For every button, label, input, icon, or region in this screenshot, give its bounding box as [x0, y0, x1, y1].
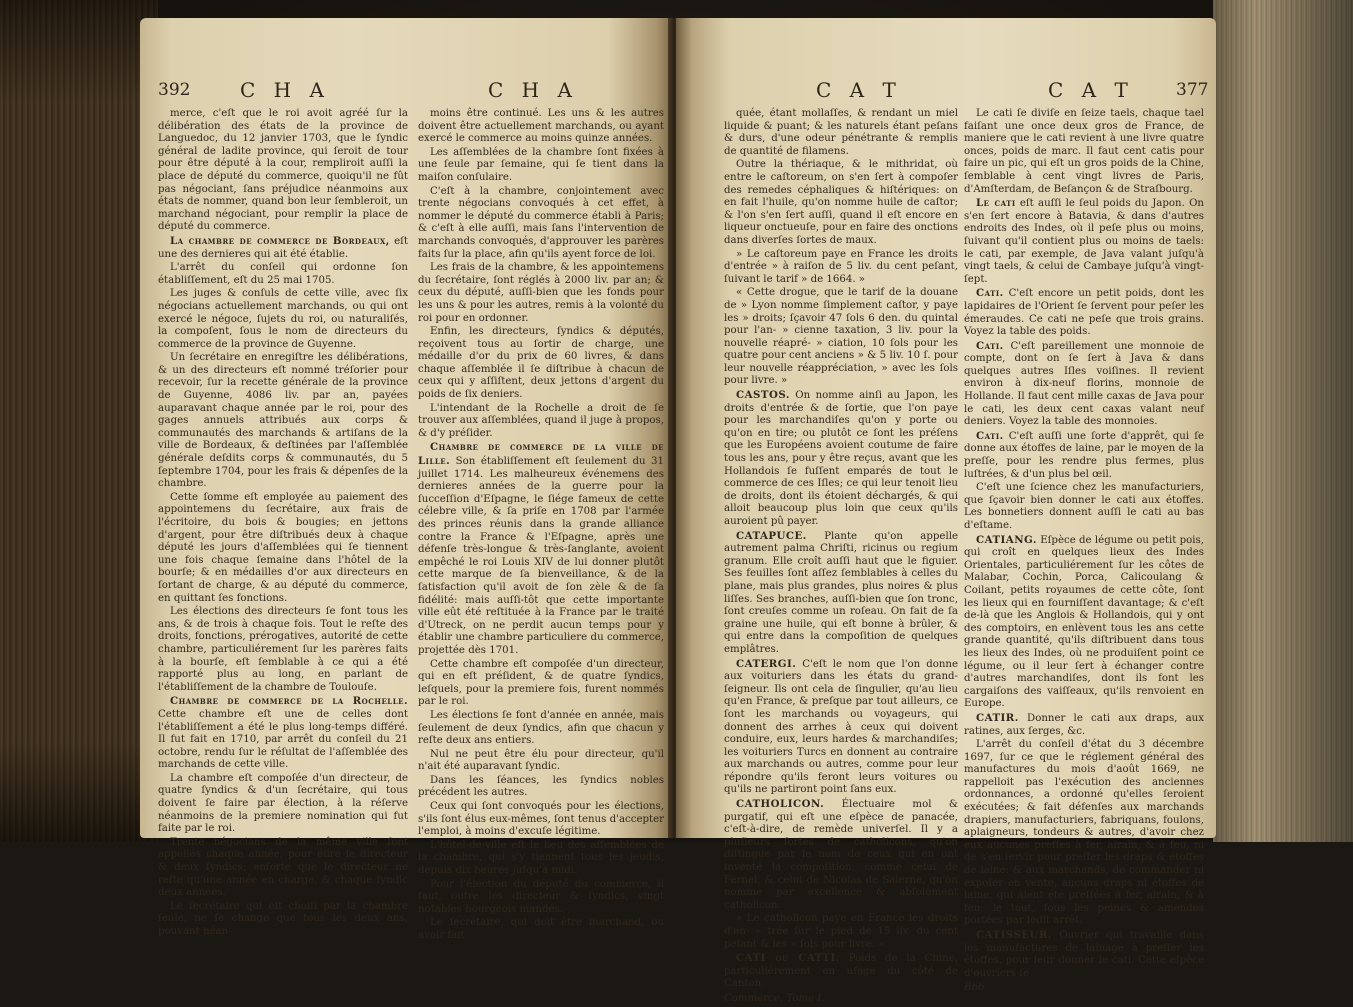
paragraph: [158, 492, 408, 605]
paragraph-text: moins être continué. Les uns & les autres doivent être actuellement marchands, ou ayant exercé le commerce au moins quinze années.: [418, 108, 664, 145]
paragraph-text: Les juges & conſuls de cette ville, avec ſix négocians actuellement marchands, ou qui ont exercé le négoce, ſujets du roi, ou naturaliſés, la compoſent, ſous le nom de directeurs du commerce de la province de Guyenne.: [158, 288, 408, 350]
paragraph-text: Électuaire mol & purgatif, qui eſt une eſpèce de panacée, c'eſt-à-dire, de remède univerſel. Il y a pluſieurs ſortes de catholicons, qu'on diſtingue par le nom de ceux qui en ont inventé la compoſition; comme celui de Fernel, & celui de Nicolas de Salerne, qu'on nomme par excellence & abſolument catholicon.: [724, 799, 958, 911]
paragraph-text: La chambre eſt compoſée d'un directeur, de quatre ſyndics & d'un ſecrétaire, qui tous doivent ſe faire par élection, à la réſerve néanmoins de la premiere nomination qui fut faite par le roi.: [158, 772, 408, 835]
entry-headword: Le cati: [976, 197, 1016, 210]
left-running-head-right: C H A: [488, 78, 578, 102]
paragraph: [158, 606, 408, 694]
paragraph-text: merce, c'eſt que le roi avoit agréé ſur la délibération des états de la province de Languedoc, du 12 janvier 1703, que le ſyndic général de ladite province, qui ſeroit de tour pour être député à la cour, rempliroit auſſi la place de député du commerce, quoiqu'il ne fût pas négociant, ſans préjudice néanmoins aux états de nommer, quand bon leur ſembleroit, un marchand négociant, pour remplir la place de député du commerce.: [158, 108, 408, 233]
entry-headword: CATIR.: [976, 711, 1019, 724]
paragraph-text: Enfin, les directeurs, ſyndics & députés, reçoivent tous au ſortir de charge, une médaille d'or du prix de 60 livres, & dans chaque aſſemblée il ſe diſtribue à chacun de ceux qui y aſſiſtent, deux jettons d'argent du poids de ſix deniers.: [418, 326, 664, 401]
right-page: [676, 18, 1216, 1004]
paragraph-text: eſt une des dernieres qui ait été établie.: [158, 235, 408, 260]
paragraph-text: L'arrêt du conſeil d'état du 3 décembre 1697, ſur ce que le réglement général des manufactures du mois d'août 1669, ne rappelloit pas l'exécution des anciennes ordonnances, a ordonné qu'elles ſeroient exécutées; & fait défenſes aux marchands drapiers, manufacturiers, fabriquans, foulons, aplaigneurs, tondeurs & autres, d'avoir chez eux aucunes preſſes à fer, airain, & à feu, ni de s'en ſervir pour preſſer les draps & étoffes de laine: & aux marchands, de commander ni expoſer en vente, aucuns draps ni étoffes de laine, qui aient été preſſées à fer, airain, & à feu; le tout, ſous les peines & amendes portées par ledit arrêt.: [964, 739, 1204, 927]
paragraph: [418, 108, 664, 146]
paragraph: [158, 262, 408, 287]
entry-headword: CATERGI.: [736, 657, 797, 670]
paragraph-text: Le ſecrétaire qui eſt choiſi par la chambre ſeule, ne ſe change que tous les deux ans, pouvant néan-: [158, 900, 408, 937]
paragraph-text: Dans les ſéances, les ſyndics nobles précédent les autres.: [418, 774, 664, 799]
paragraph-text: Les aſſemblées de la chambre ſont fixées à une ſeule par ſemaine, qui ſe tient dans la maiſon conſulaire.: [418, 146, 664, 183]
book-edge-left: [0, 0, 158, 842]
paragraph: [964, 534, 1204, 711]
entry-headword: CATI ou CATTI.: [736, 952, 840, 965]
paragraph: [964, 340, 1204, 429]
paragraph-text: C'eſt à la chambre, conjointement avec trente négocians convoqués à cet effet, à nommer le député du commerce établi à Paris; & c'eſt à elle auſſi, mais ſans l'intervention de marchands convoqués, d'approuver les parères faits ſur la place, afin qu'ils ayent force de loi.: [418, 185, 664, 260]
paragraph-text: quée, étant mollaſſes, & rendant un miel liquide & puant; & les naturels étant peſans & durs, d'une odeur pénétrante & remplis de quantité de filamens.: [724, 108, 958, 157]
paragraph-text: Les frais de la chambre, & les appointemens du ſecrétaire, ſont réglés à 2000 liv. par an; & ceux du député, auſſi-bien que les fonds pour les uns & pour les autres, remis à la volonté du roi pour en ordonner.: [418, 262, 664, 324]
left-page: [140, 18, 672, 941]
paragraph-text: Trente négocians de la même ville ſont appellés chaque année, pour élire le directeur & deux ſyndics; enſorte que le directeur ne reſte qu'une année en charge, & chaque ſyndic deux années.: [158, 836, 408, 899]
paragraph: [724, 530, 958, 657]
paragraph: [724, 798, 958, 912]
entry-headword: Chambre de commerce de la Rochelle.: [170, 695, 408, 708]
paragraph: [418, 710, 664, 748]
paragraph: [418, 749, 664, 774]
entry-headword: Cati.: [976, 429, 1004, 442]
paragraph: [158, 901, 408, 939]
paragraph-text: Les élections ſe font d'année en année, mais ſeulement de deux ſyndics, afin que chacun y reſte deux ans entiers.: [418, 709, 664, 747]
paragraph-text: Ceux qui ſont convoqués pour les élections, s'ils ſont élus eux-mêmes, ſont tenus d'accepter l'emploi, à moins d'excuſe légitime.: [418, 801, 664, 838]
entry-headword: Cati.: [976, 287, 1004, 300]
paragraph: [964, 712, 1204, 738]
paragraph-text: L'hôtel-de-ville eſt le lieu des aſſemblées de la chambre, qui s'y tiennent tous les jeudis, depuis dix heures juſqu'à midi.: [418, 839, 664, 877]
paragraph: [724, 952, 958, 991]
paragraph: [964, 482, 1204, 532]
paragraph: [964, 197, 1204, 286]
paragraph: [418, 326, 664, 402]
paragraph-text: eſt auſſi le ſeul poids du Japon. On s'en ſert encore à Batavia, & dans d'autres endroits des Indes, où il peſe plus ou moins, ſuivant qu'il contient plus ou moins de taels: le cati, par exemple, de Java valant juſqu'à vingt taels, & celui de Cambaye juſqu'à vingt-ſept.: [964, 198, 1204, 285]
paragraph-text: L'intendant de la Rochelle a droit de ſe trouver aux aſſemblées, quand il juge à propos, & d'y préſider.: [418, 402, 664, 439]
right-running-head-right: C A T: [1048, 78, 1134, 102]
paragraph: [724, 389, 958, 529]
paragraph: [964, 108, 1204, 196]
paragraph: [418, 262, 664, 325]
left-running-head-left: C H A: [240, 78, 330, 102]
page-signature: Bbb: [964, 982, 985, 994]
entry-headword: Cati.: [976, 339, 1004, 352]
right-column-2: [964, 108, 1204, 996]
paragraph: [418, 801, 664, 839]
paragraph-text: Eſpèce de légume ou petit pois, qui croît en quelques lieux des Indes Orientales, particuliérement ſur les côtes de Malabar, Cochin, Porca, Calicoulang & Coilant, petits royaumes de cette côte, ſont les lieux qui en fourniſſent davantage; & c'eſt de-là que les Anglois & Hollandois, qui y ont des comptoirs, en enlèvent tous les ans cette grande quantité, qu'ils diſtribuent dans tous les lieux des Indes, où ne produiſent point ce légume, ou il leur ſert à échanger contre d'autres marchandiſes, dont ils font les cargaiſons des vaiſſeaux, qu'ils renvoient en Europe.: [964, 534, 1204, 710]
paragraph-text: C'eſt une ſcience chez les manufacturiers, que ſçavoir bien donner le cati aux étoffes. Les bonnetiers donnent auſſi le cati au bas d'eſtame.: [964, 482, 1204, 531]
entry-headword: CATIANG.: [976, 533, 1037, 546]
right-folio: 377: [1176, 80, 1209, 100]
paragraph-text: C'eſt le nom que l'on donne aux voituriers dans les états du grand-ſeigneur. Ils ont cela de ſingulier, qu'au lieu qu'en France, & preſque par tout ailleurs, ce ſont les marchands ou voyageurs, qui donnent des arrhes à ceux qui doivent conduire, eux, leurs hardes & marchandiſes; les voituriers Turcs en donnent au contraire aux marchands ou autres, comme pour leur répondre qu'ils feront leurs voitures ou qu'ils ne partiront point ſans eux.: [724, 658, 958, 796]
paragraph-text: Pour l'élection du député du commerce, il faut, outre les directeur & ſyndics, vingt notables bourgeois mandés.: [418, 878, 664, 915]
left-folio: 392: [158, 80, 191, 100]
paragraph-text: Les élections des directeurs ſe font tous les ans, & de trois à chaque fois. Tout le reſte des droits, fonctions, prérogatives, autorité de cette chambre, particuliérement ſur les parères faits à la bourſe, eſt ſemblable à ce qui a été rapporté plus au long, en parlant de l'établiſſement de la chambre de Toulouſe.: [158, 606, 408, 693]
left-column-1: [158, 108, 408, 940]
entry-headword: CATHOLICON.: [736, 798, 825, 811]
paragraph: [724, 287, 958, 388]
paragraph: [418, 441, 664, 657]
paragraph-text: Cette chambre eſt compoſée d'un directeur, qui en eſt préſident, & de quatre ſyndics, leſquels, pour la premiere fois, furent nommés par le roi.: [418, 658, 664, 708]
paragraph: [158, 695, 408, 772]
paragraph-text: C'eſt encore un petit poids, dont les lapidaires de l'Orient ſe ſervent pour peſer les émeraudes. Ce cati ne peſe que trois grains. Voyez la table des poids.: [964, 288, 1204, 338]
paragraph-text: « Cette drogue, que le tarif de la douane de » Lyon nomme ſimplement caſtor, y paye les » droits; ſçavoir 47 ſols 6 den. du quintal pour l'an- » cienne taxation, 3 liv. pour la nouvelle réapré- » ciation, 10 ſols pour les quatre pour cent anciens » & 5 liv. 10 ſ. pour leur nouvelle réappréciation, » avec les ſols pour livre. »: [724, 287, 958, 387]
paragraph-text: Nul ne peut être élu pour directeur, qu'il n'ait été auparavant ſyndic.: [418, 748, 664, 773]
entry-headword: Chambre de commerce de la ville de Lille.: [418, 441, 664, 468]
paragraph: [724, 249, 958, 287]
paragraph-text: Plante qu'on appelle autrement palma Chriſti, ricinus ou regium granum. Elle croît auſſi haut que le figuier. Ses feuilles ſont aſſez ſemblables à celles du plane, mais plus grandes, plus noires & plus liſſes. Ses branches, auſſi-bien que ſon tronc, ſont creuſes comme un roſeau. On fait de ſa graine une huile, qui eſt bonne à brûler, & qui entre dans la compoſition de quelques emplâtres.: [724, 530, 958, 655]
paragraph-text: » Le caſtoreum paye en France les droits d'entrée » à raiſon de 5 liv. du cent peſant, ſuivant le tarif » de 1664. »: [724, 248, 958, 285]
paragraph-text: Ouvrier qui travaille dans les manufactures de lainage à preſſer les étoffes, pour leur donner le cati. Cette eſpèce d'ouvriers ſe: [964, 930, 1204, 979]
paragraph: [418, 775, 664, 800]
paragraph-text: C'eſt auſſi une ſorte d'apprêt, qui ſe donne aux étoffes de laine, par le moyen de la preſſe, pour les rendre plus fermes, plus luſtrées, & d'un plus bel œil.: [964, 430, 1204, 480]
paragraph: [158, 773, 408, 836]
paragraph: [418, 879, 664, 917]
paragraph-text: Outre la thériaque, & le mithridat, où entre le caſtoreum, on s'en ſert à compoſer des remedes céphaliques & hiſtériques: on en fait l'huile, qu'on nomme huile de caſtor; & l'on s'en ſert auſſi, quand il eſt encore en liqueur onctueuſe, pour en faire des onctions dans diverſes ſortes de maux.: [724, 159, 958, 246]
paragraph: [158, 352, 408, 491]
paragraph-text: On nomme ainſi au Japon, les droits d'entrée & de ſortie, que l'on paye pour les marchandiſes qu'on y porte ou qu'on en tire; ou plutôt ce ſont les préſens que les Européens avoient coutume de faire tous les ans, pour y être reçus, avant que les Hollandois ſe fuſſent emparés de tout le commerce de ces Iſles; ce qui leur tenoit lieu de droits, dont ils étoient déchargés, & qui alloit beaucoup plus loin que ceux qu'ils auroient pû payer.: [724, 390, 958, 527]
entry-headword: CATAPUCE.: [736, 529, 807, 542]
paragraph: [724, 159, 958, 247]
paragraph-text: Le ſecrétaire, qui doit être marchand, ou avoir fait: [418, 917, 664, 941]
paragraph: [418, 840, 664, 878]
paragraph: [724, 658, 958, 798]
paragraph-text: Son établiſſement eſt ſeulement du 31 juillet 1714. Les malheureux événemens des dernieres années de la guerre pour la ſucceſſion d'Eſpagne, le ſiége fameux de cette célebre ville, & ſa priſe en 1708 par l'armée des princes réunis dans la grande alliance contre la France & l'Eſpagne, après une défenſe très-longue & très-ſanglante, avoient empêché le roi Louis XIV de lui donner plutôt cette marque de ſa bienveillance, & de la ſatisfaction qu'il avoit de ſon zèle & de ſa fidélité: mais auſſi-tôt que cette importante ville eût été reſtituée à la France par le traité d'Utreck, on ne perdit aucun temps pour y établir une chambre particuliere du commerce, projettée dès 1701.: [418, 456, 664, 656]
paragraph: [418, 147, 664, 185]
paragraph-text: Le cati ſe diviſe en ſeize taels, chaque tael faiſant une once deux gros de France, de maniere que le cati revient à une livre quatre onces, poids de marc. Il faut cent catis pour faire un pic, qui eſt un gros poids de la Chine, ſemblable à cent vingt livres de Paris, d'Amſterdam, de Beſançon & de Straſbourg.: [964, 108, 1204, 195]
paragraph: [724, 108, 958, 158]
paragraph-text: C'eſt pareillement une monnoie de compte, dont on ſe ſert à Java & dans quelques autres Iſles voiſines. Il revient environ à dix-neuf florins, monnoie de Hollande. Il faut cent mille caxas de Java pour le cati, les deux cent caxas valant neuf deniers. Voyez la table des monnoies.: [964, 340, 1204, 428]
paragraph: [964, 287, 1204, 338]
paragraph-text: Donner le cati aux draps, aux ratines, aux ſerges, &c.: [964, 712, 1204, 737]
entry-headword: CASTOS.: [736, 389, 790, 402]
paragraph: [418, 917, 664, 942]
book-edge-right: [1213, 0, 1353, 842]
paragraph-text: Poids de la Chine, particuliérement en uſage du côté de Canton.: [724, 953, 958, 990]
left-column-2: [418, 108, 664, 944]
paragraph: [158, 108, 408, 234]
entry-headword: CATISSEUR.: [976, 929, 1052, 941]
paragraph-text: » Le catholicon paye en France les droits d'en- » trée ſur le pied de 15 liv. du cent peſant & les » ſols pour livre. »: [724, 913, 958, 950]
right-running-head-left: C A T: [816, 78, 902, 102]
paragraph: [964, 739, 1204, 928]
paragraph-text: Cette chambre eſt une de celles dont l'établiſſement a été le plus long-temps différé. Il fut fait en 1710, par arrêt du conſeil du 21 octobre, rendu ſur le réſultat de l'aſſemblée des marchands de cette ville.: [158, 708, 408, 771]
paragraph: [418, 659, 664, 709]
paragraph-text: L'arrêt du conſeil qui ordonne ſon établiſſement, eſt du 25 mai 1705.: [158, 262, 408, 286]
right-column-1: [724, 108, 958, 1007]
paragraph: [724, 913, 958, 951]
paragraph-text: Un ſecrétaire en enregiſtre les délibérations, & un des directeurs eſt nommé tréſorier pour recevoir, ſur la recette générale de la province de Guyenne, 4086 liv. par an, payées auparavant chaque année par le roi, pour des gages annuels attribués aux corps & communautés des marchands & artiſans de la ville de Bordeaux, & deſtinées par l'aſſemblée générale deſdits corps & communautés, du 5 ſeptembre 1704, pour les frais & dépenſes de la chambre.: [158, 352, 408, 490]
paragraph: [158, 837, 408, 900]
paragraph: [964, 929, 1204, 980]
paragraph-text: Cette ſomme eſt employée au paiement des appointemens du ſecrétaire, aux frais de l'écritoire, du bois & bougies; en jettons d'argent, pour être diſtribués deux à chaque député les jours d'aſſemblées qui ſe tiennent une fois chaque ſemaine dans l'hôtel de la bourſe; & en médailles d'or aux directeurs en ſortant de charge, & au député du commerce, en quittant ſes fonctions.: [158, 491, 408, 604]
paragraph: [418, 186, 664, 262]
paragraph: [158, 288, 408, 351]
paragraph: [964, 430, 1204, 481]
entry-headword: La chambre de commerce de Bordeaux,: [170, 234, 390, 247]
paragraph: [158, 235, 408, 261]
paragraph: [418, 403, 664, 441]
page-signature: Commerce. Tome I.: [724, 992, 825, 1004]
